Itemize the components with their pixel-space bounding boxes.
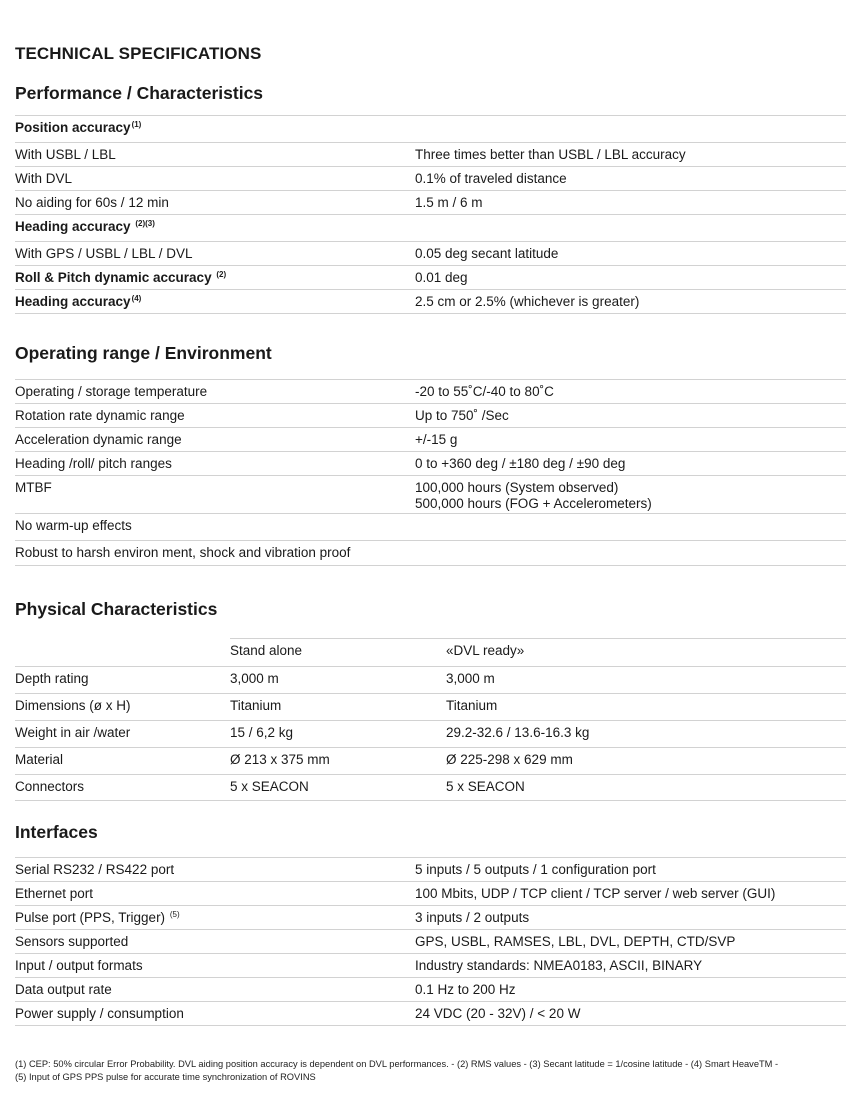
footnote-line: (5) Input of GPS PPS pulse for accurate time synchronization of ROVINS [15, 1072, 316, 1082]
table-row [15, 977, 846, 1001]
row-dvl: Ø 225-298 x 629 mm [446, 752, 573, 767]
header-standalone: Stand alone [230, 643, 303, 658]
row-value: 0.01 deg [415, 270, 468, 285]
header-dvl-ready: «DVL ready» [446, 643, 525, 658]
table-row [15, 929, 846, 953]
row-label: With DVL [15, 171, 73, 186]
table-row [15, 190, 846, 214]
row-value: 100 Mbits, UDP / TCP client / TCP server / web server (GUI) [415, 886, 776, 901]
table-row [15, 115, 846, 142]
table-row [15, 693, 846, 720]
row-label: Depth rating [15, 671, 89, 686]
interfaces-table [15, 857, 846, 1026]
table-row [15, 142, 846, 166]
operating-table [15, 379, 846, 566]
row-value: 3 inputs / 2 outputs [415, 910, 530, 925]
row-label: Acceleration dynamic range [15, 432, 182, 447]
row-label: Heading accuracy $^{(2)(3)}$ [15, 219, 155, 234]
table-header-row [15, 639, 846, 666]
row-label: Ethernet port [15, 886, 94, 901]
row-value: 0.05 deg secant latitude [415, 246, 559, 261]
row-value: -20 to 55˚C/-40 to 80˚C [415, 384, 554, 399]
table-row [15, 241, 846, 265]
row-dvl: Titanium [446, 698, 498, 713]
table-row [15, 905, 846, 929]
row-label: Connectors [15, 779, 85, 794]
row-value: Industry standards: NMEA0183, ASCII, BINARY [415, 958, 703, 973]
row-value: 5 inputs / 5 outputs / 1 configuration port [415, 862, 656, 877]
row-label: Robust to harsh environ ment, shock and vibration proof [15, 545, 351, 560]
row-label: Roll & Pitch dynamic accuracy $^{(2)}$ [15, 270, 227, 285]
row-standalone: Titanium [230, 698, 282, 713]
table-row [15, 403, 846, 427]
row-label: Rotation rate dynamic range [15, 408, 185, 423]
row-dvl: 5 x SEACON [446, 779, 525, 794]
row-dvl: 29.2-32.6 / 13.6-16.3 kg [446, 725, 590, 740]
table-row [15, 475, 846, 513]
table-row [15, 265, 846, 289]
table-row [15, 451, 846, 475]
section-title-physical: Physical Characteristics [15, 599, 218, 619]
row-value: 0 to +360 deg / ±180 deg / ±90 deg [415, 456, 626, 471]
row-value: 24 VDC (20 - 32V) / < 20 W [415, 1006, 581, 1021]
row-label: Pulse port (PPS, Trigger) $^{(5)}$ [15, 910, 180, 925]
physical-table [15, 639, 846, 801]
page-title: TECHNICAL SPECIFICATIONS [15, 44, 262, 63]
performance-table [15, 115, 846, 314]
table-row [15, 513, 846, 540]
footnote-line: (1) CEP: 50% circular Error Probability. DVL aiding position accuracy is dependent on DVL performances. - (2) RMS values - (3) Secant latitude = 1/cosine latitude - (4) Smart HeaveTM - [15, 1059, 779, 1069]
table-row [15, 774, 846, 801]
row-label: Operating / storage temperature [15, 384, 208, 399]
row-label: Heading /roll/ pitch ranges [15, 456, 172, 471]
table-row [15, 720, 846, 747]
row-value: 0.1 Hz to 200 Hz [415, 982, 516, 997]
row-label: Sensors supported [15, 934, 129, 949]
row-label: Dimensions (ø x H) [15, 698, 131, 713]
row-value: GPS, USBL, RAMSES, LBL, DVL, DEPTH, CTD/SVP [415, 934, 736, 949]
row-label: Power supply / consumption [15, 1006, 184, 1021]
table-row [15, 166, 846, 190]
table-row [15, 540, 846, 566]
row-dvl: 3,000 m [446, 671, 495, 686]
table-row [15, 214, 846, 241]
row-label: With USBL / LBL [15, 147, 116, 162]
row-value: Up to 750˚ /Sec [415, 408, 509, 423]
row-label: Material [15, 752, 64, 767]
row-label: Data output rate [15, 982, 112, 997]
row-value: 100,000 hours (System observed) 500,000 hours (FOG + Accelerometers) [415, 480, 652, 511]
table-row [15, 857, 846, 881]
row-value: 2.5 cm or 2.5% (whichever is greater) [415, 294, 640, 309]
row-standalone: 15 / 6,2 kg [230, 725, 294, 740]
row-value: Three times better than USBL / LBL accuracy [415, 147, 686, 162]
row-label: Serial RS232 / RS422 port [15, 862, 175, 877]
row-label: With GPS / USBL / LBL / DVL [15, 246, 193, 261]
section-title-operating: Operating range / Environment [15, 343, 272, 363]
footnotes [15, 1058, 855, 1084]
row-standalone: 3,000 m [230, 671, 279, 686]
section-title-interfaces: Interfaces [15, 822, 98, 842]
row-value: 0.1% of traveled distance [415, 171, 567, 186]
table-row [15, 379, 846, 403]
row-label: Heading accuracy$^{(4)}$ [15, 294, 142, 309]
table-row [15, 953, 846, 977]
table-row [15, 747, 846, 774]
row-label: MTBF [15, 480, 52, 495]
table-row [15, 881, 846, 905]
row-standalone: Ø 213 x 375 mm [230, 752, 330, 767]
row-standalone: 5 x SEACON [230, 779, 309, 794]
row-value: +/-15 g [415, 432, 458, 447]
table-row [15, 666, 846, 693]
row-label: Weight in air /water [15, 725, 131, 740]
table-row [15, 427, 846, 451]
row-label: Position accuracy$^{(1)}$ [15, 120, 142, 135]
section-title-performance: Performance / Characteristics [15, 83, 264, 103]
table-row [15, 289, 846, 314]
row-label: No aiding for 60s / 12 min [15, 195, 169, 210]
table-row [15, 1001, 846, 1026]
row-label: Input / output formats [15, 958, 143, 973]
row-value: 1.5 m / 6 m [415, 195, 483, 210]
row-label: No warm-up effects [15, 518, 132, 533]
